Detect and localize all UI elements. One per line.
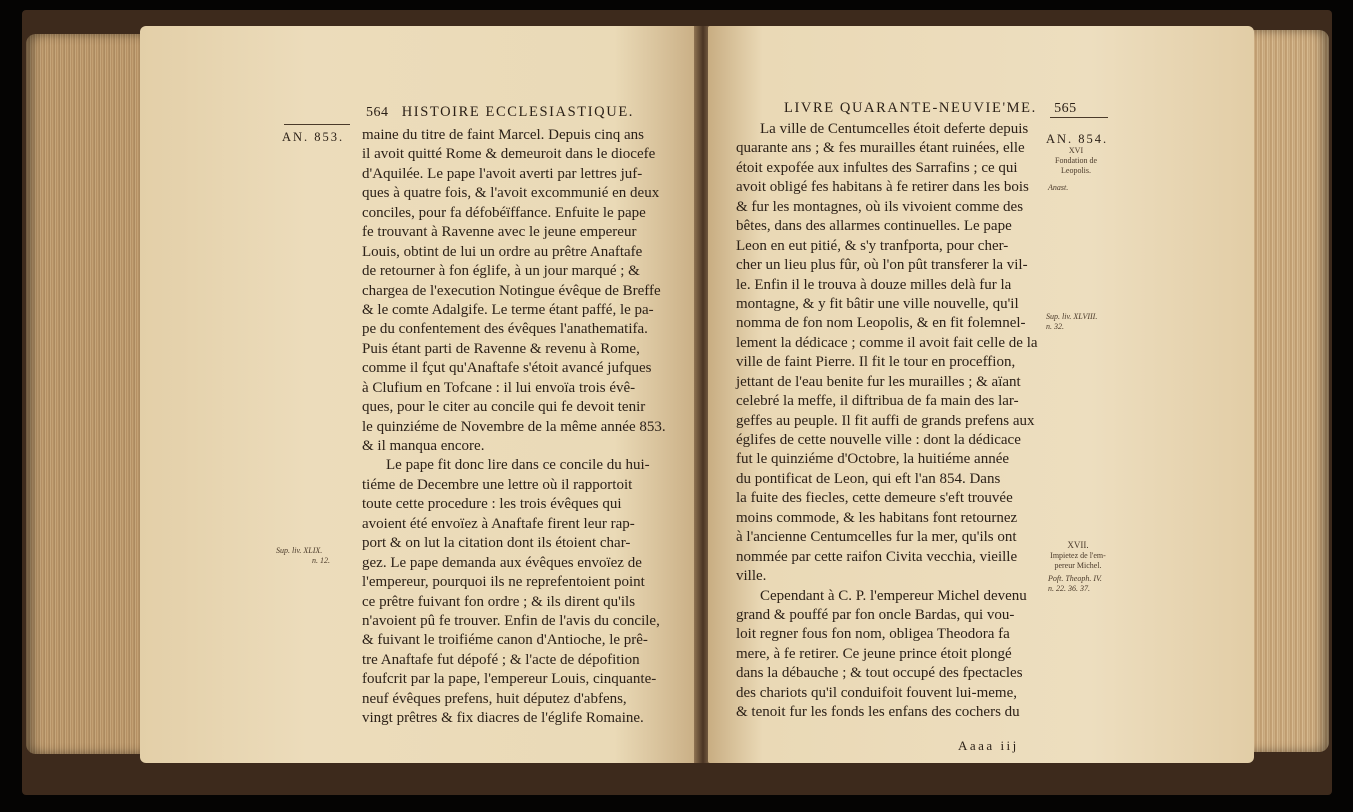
text-line: gez. Le pape demanda aux évêques envoïez de	[362, 554, 642, 571]
text-line: fe trouvant à Ravenne avec le jeune empereur	[362, 224, 637, 241]
left-page-number: 564	[366, 105, 389, 120]
text-line: Leon en eut pitié, & s'y tranfporta, pour cher-	[736, 237, 1009, 254]
text-line: nommée par cette raifon Civita vecchia, vieille	[736, 548, 1018, 565]
text-line: chargea de l'execution Notingue évêque de Breffe	[362, 282, 661, 299]
note-xvii-title-2: pereur Michel.	[1054, 561, 1102, 570]
text-line: avoient été envoïez à Anaftafe firent leur rap-	[362, 515, 635, 532]
right-page-number: 565	[1054, 101, 1077, 116]
text-line: à l'ancienne Centumcelles fur la mer, qu'ils ont	[736, 529, 1017, 546]
left-page	[140, 26, 698, 763]
text-line: mere, à fe retirer. Ce jeune prince étoit plongé	[736, 645, 1012, 662]
text-line: foufcrit par la pape, l'empereur Louis, cinquante-	[362, 671, 657, 688]
text-line: quarante ans ; & fes murailles étant ruinées, elle	[736, 140, 1025, 157]
text-line: avoit obligé fes habitans à fe retirer dans les bois	[736, 179, 1029, 196]
note-xvi	[1044, 146, 1108, 176]
note-xvi-title-1: Fondation de	[1055, 156, 1097, 165]
text-line: & fur les montagnes, où ils vivoient comme des	[736, 198, 1024, 215]
text-line: & fuivant le troifiéme canon d'Antioche, le prê-	[362, 632, 648, 649]
text-line: à Clufium en Tofcane : il lui envoïa trois évê-	[362, 379, 636, 396]
right-margin-rule	[1050, 117, 1108, 118]
text-line: Louis, obtint de lui un ordre au prêtre Anaftafe	[362, 243, 643, 260]
text-line: ce prêtre fuivant fon ordre ; & ils dirent qu'ils	[362, 593, 636, 610]
note-xvii-ref	[1048, 574, 1102, 594]
text-line: le. Enfin il le trouva à douze milles delà fur la	[736, 276, 1012, 293]
text-line: loit regner fous fon nom, obligea Theodora fa	[736, 626, 1010, 643]
note-xvii	[1044, 540, 1112, 571]
text-line: pe du confentement des évêques l'anathematifa.	[362, 321, 648, 338]
text-line: maine du titre de faint Marcel. Depuis cinq ans	[362, 127, 644, 143]
left-running-head	[366, 104, 634, 121]
text-line: Cependant à C. P. l'empereur Michel devenu	[760, 587, 1027, 604]
left-margin-rule	[284, 124, 350, 125]
signature-mark: Aaaa iij	[958, 738, 1019, 753]
text-line: vingt prêtres & fix diacres de l'églife Romaine.	[362, 710, 644, 727]
text-line: il avoit quitté Rome & demeuroit dans le diocefe	[362, 146, 656, 163]
text-line: & tenoit fur les fonds les enfans des cochers du	[736, 704, 1020, 721]
text-line: ville de faint Pierre. Il fit le tour en proceffion,	[736, 354, 1016, 371]
text-line: & le comte Adalgife. Le terme étant paffé, le pa-	[362, 301, 654, 318]
text-line: églifes de cette nouvelle ville : dont la dédicace	[736, 432, 1021, 448]
text-line: ques, pour le citer au concile qui fe devoit tenir	[362, 399, 646, 416]
note-xvi-title-2: Leopolis.	[1061, 166, 1091, 175]
text-line: moins commode, & les habitans font retournez	[736, 509, 1018, 526]
right-running-title: LIVRE QUARANTE-NEUVIE'ME.	[784, 100, 1037, 116]
text-line: conciles, pour fa défobéïffance. Enfuite le pape	[362, 204, 646, 221]
text-line: l'empereur, pourquoi ils ne reprefentoient point	[362, 574, 645, 591]
left-body-text	[362, 126, 698, 729]
note-xvi-number: XVI	[1068, 146, 1084, 155]
text-line: grand & pouffé par fon oncle Bardas, qui vou-	[736, 606, 1015, 623]
left-margin-note	[276, 546, 330, 566]
text-line: tiéme de Decembre une lettre où il rapportoit	[362, 476, 633, 493]
right-body-text	[736, 120, 1056, 723]
text-line: dans la débauche ; & tout occupé des fpectacles	[736, 665, 1023, 682]
note-sup-ref-2: n. 32.	[1046, 322, 1064, 331]
note-xvii-ref-1: Poft. Theoph. IV.	[1048, 574, 1102, 583]
left-running-title: HISTOIRE ECCLESIASTIQUE.	[401, 104, 635, 120]
text-line: tre Anaftafe fut dépofé ; & l'acte de dépofition	[362, 651, 640, 668]
left-note-line-1: Sup. liv. XLIX.	[276, 546, 323, 555]
left-note-line-2: n. 12.	[312, 556, 330, 565]
text-line: la fuite des fiecles, cette demeure s'eft trouvée	[736, 490, 1013, 507]
text-line: du pontificat de Leon, qui eft l'an 854. Dans	[736, 470, 1001, 487]
text-line: montagne, & y fit bâtir une ville nouvelle, qu'il	[736, 295, 1019, 312]
note-xvii-number: XVII.	[1067, 540, 1089, 550]
text-line: d'Aquilée. Le pape l'avoit averti par lettres juf-	[362, 165, 643, 182]
text-line: le quinziéme de Novembre de la même année 853.	[362, 418, 666, 435]
text-line: toute cette procedure : les trois évêques qui	[362, 496, 622, 513]
note-xvii-title-1: Impietez de l'em-	[1050, 551, 1106, 560]
text-line: & il manqua encore.	[362, 438, 485, 454]
text-line: de retourner à fon églife, à un jour marqué ; &	[362, 263, 640, 280]
text-line: fut le quinziéme d'Octobre, la huitiéme année	[736, 451, 1010, 468]
text-line: bêtes, dans des allarmes continuelles. Le pape	[736, 218, 1012, 235]
text-line: Puis étant parti de Ravenne & revenu à Rome,	[362, 340, 640, 357]
text-line: Le pape fit donc lire dans ce concile du hui-	[386, 457, 650, 474]
text-line: étoit expofée aux infultes des Sarrafins ; ce qui	[736, 159, 1018, 176]
note-anast: Anast.	[1048, 183, 1069, 192]
text-line: ques à quatre fois, & l'avoit excommunié en deux	[362, 185, 660, 202]
text-line: neuf évêques prefens, huit députez d'abfens,	[362, 690, 627, 707]
text-line: lement la dédicace ; comme il avoit fait celle de la	[736, 334, 1038, 351]
note-xvii-ref-2: n. 22. 36. 37.	[1048, 584, 1090, 593]
text-line: jettant de l'eau benite fur les murailles ; & aïant	[736, 373, 1021, 390]
text-line: port & on lut la citation dont ils étoient char-	[362, 535, 631, 552]
note-sup-ref	[1046, 312, 1097, 332]
text-line: comme il fçut qu'Anaftafe s'étoit avancé jufques	[362, 360, 652, 377]
text-line: des chariots qu'il conduifoit fouvent lui-meme,	[736, 684, 1017, 701]
text-line: La ville de Centumcelles étoit deferte depuis	[760, 121, 1029, 137]
text-line: cher un lieu plus fûr, où l'on pût transferer la vil-	[736, 257, 1028, 274]
text-line: n'avoient pû fe trouver. Enfin de l'avis du concile,	[362, 612, 660, 629]
right-year-label: AN. 854.	[1046, 132, 1109, 146]
text-line: nomma de fon nom Leopolis, & en fit folemnel-	[736, 315, 1026, 332]
text-line: ville.	[736, 568, 767, 585]
note-sup-ref-1: Sup. liv. XLVIII.	[1046, 312, 1098, 321]
left-year-label: AN. 853.	[282, 130, 345, 144]
text-line: celebré la meffe, il diftribua de fa main des lar-	[736, 393, 1019, 410]
right-page	[708, 26, 1254, 763]
right-running-head	[784, 100, 1077, 117]
left-page-edges	[26, 34, 154, 754]
text-line: geffes au peuple. Il fit auffi de grands prefens aux	[736, 412, 1035, 429]
